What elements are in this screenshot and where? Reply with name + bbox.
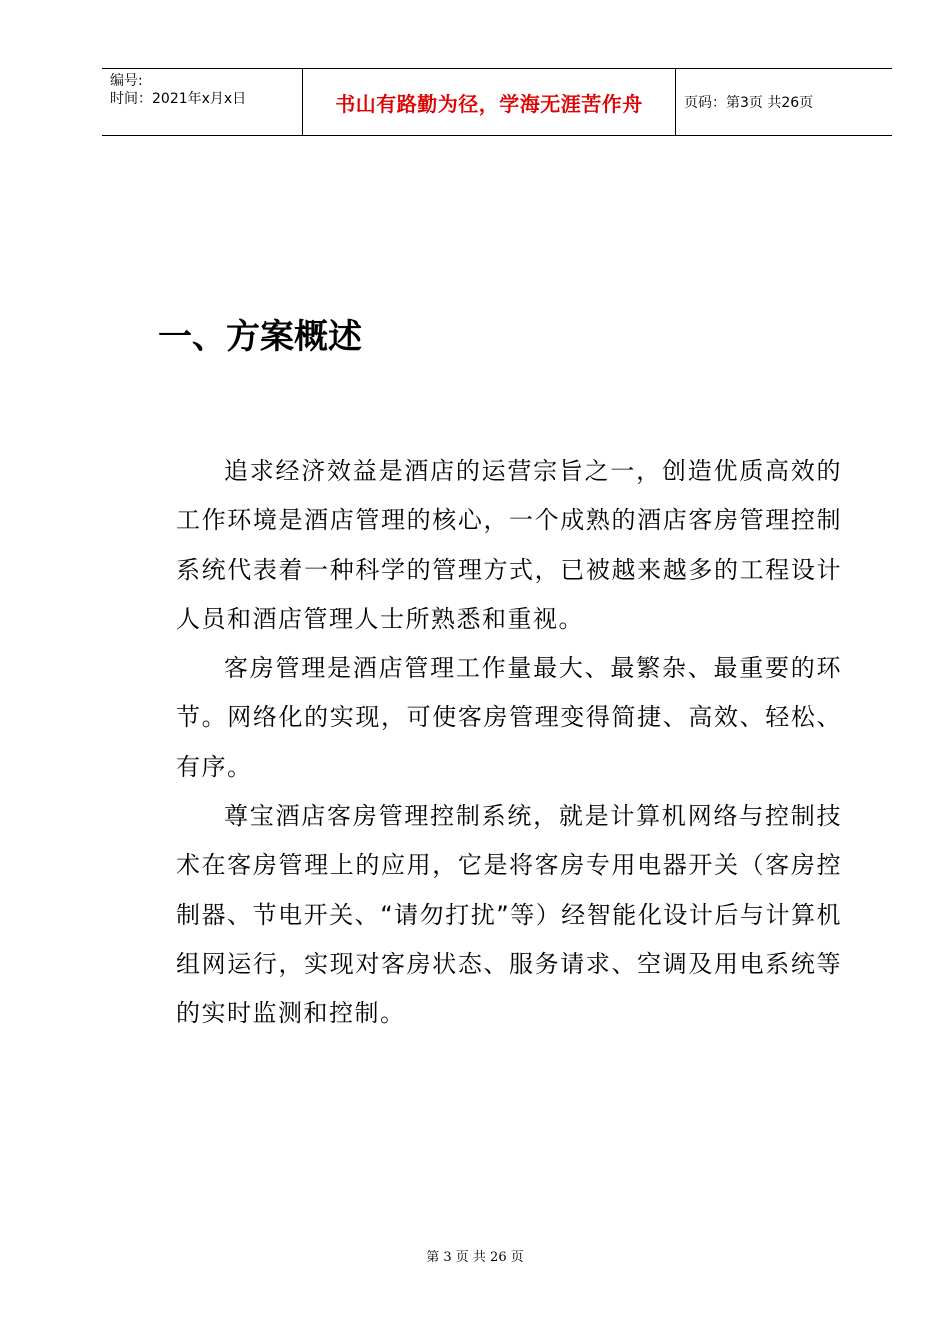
document-date-label: 时间：2021年x月x日 [110,91,247,107]
page-footer: 第 3 页 共 26 页 [426,1250,524,1265]
document-number-label: 编号: [110,73,143,89]
header-motto-cell [303,69,676,135]
section-title: 一、方案概述 [158,317,362,357]
header-meta-cell [102,69,303,135]
page-header [102,68,892,136]
paragraph: 追求经济效益是酒店的运营宗旨之一，创造优质高效的工作环境是酒店管理的核心，一个成熟的酒店客房管理控制系统代表着一种科学的管理方式，已被越来越多的工程设计人员和酒店管理人士所熟悉和重视。 [176,457,842,633]
paragraph: 尊宝酒店客房管理控制系统，就是计算机网络与控制技术在客房管理上的应用，它是将客房专用电器开关（客房控制器、节电开关、“请勿打扰”等）经智能化设计后与计算机组网运行，实现对客房状态、服务请求、空调及用电系统等的实时监测和控制。 [176,802,842,1028]
header-page-info: 页码：第3页 共26页 [684,95,814,111]
header-page-cell [676,69,892,135]
header-motto: 书山有路勤为径，学海无涯苦作舟 [335,91,643,116]
paragraph: 客房管理是酒店管理工作量最大、最繁杂、最重要的环节。网络化的实现，可使客房管理变得简捷、高效、轻松、有序。 [176,654,842,781]
body-text [176,447,842,1039]
